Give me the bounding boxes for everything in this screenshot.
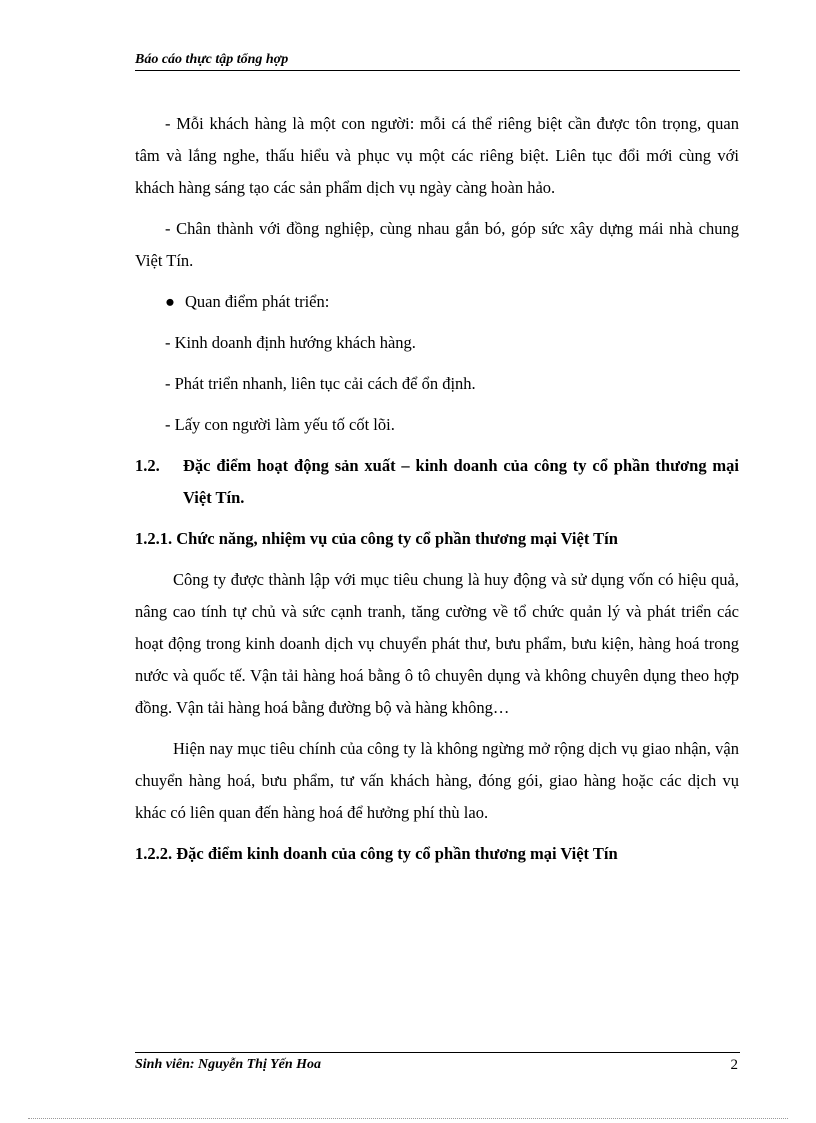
section-title: Đặc điểm hoạt động sản xuất – kinh doanh của công ty cổ phần thương mại Việt Tín. — [183, 456, 739, 507]
section-heading-1-2 — [135, 450, 739, 514]
paragraph-company-goal: Công ty được thành lập với mục tiêu chung là huy động và sử dụng vốn có hiệu quả, nâng cao tính tự chủ và sức cạnh tranh, tăng cường về tổ chức quản lý và phát triển các hoạt động trong kinh doanh dịch vụ chuyển phát thư, bưu phẩm, bưu kiện, hàng hoá trong nước và quốc tế. Vận tải hàng hoá bằng ô tô chuyên dụng và không chuyên dụng theo hợp đồng. Vận tải hàng hoá bằng đường bộ và hàng không… — [135, 570, 739, 717]
paragraph-customer: - Mỗi khách hàng là một con người: mỗi cá thể riêng biệt cần được tôn trọng, quan tâm và lắng nghe, thấu hiểu và phục vụ một các riêng biệt. Liên tục đổi mới cùng với khách hàng sáng tạo các sản phẩm dịch vụ ngày càng hoàn hảo. — [135, 114, 739, 197]
page-number: 2 — [730, 1057, 738, 1073]
page-header — [135, 50, 740, 71]
list-item: - Lấy con người làm yếu tố cốt lõi. — [165, 415, 395, 434]
list-item: - Kinh doanh định hướng khách hàng. — [165, 333, 416, 352]
paragraph-current-goal: Hiện nay mục tiêu chính của công ty là không ngừng mở rộng dịch vụ giao nhận, vận chuyển hàng hoá, bưu phẩm, tư vấn khách hàng, đóng gói, giao hàng hoặc các dịch vụ khác có liên quan đến hàng hoá để hưởng phí thù lao. — [135, 739, 739, 822]
page-footer — [135, 1052, 740, 1074]
header-title: Báo cáo thực tập tổng hợp — [135, 52, 289, 67]
list-item: - Phát triển nhanh, liên tục cải cách để ổn định. — [165, 374, 476, 393]
section-number: 1.2. — [135, 456, 160, 475]
footer-student: Sinh viên: Nguyễn Thị Yến Hoa — [135, 1057, 322, 1072]
page-content — [135, 108, 739, 879]
bullet-text: Quan điểm phát triển: — [185, 292, 330, 311]
paragraph-colleagues: - Chân thành với đồng nghiệp, cùng nhau gắn bó, góp sức xây dựng mái nhà chung Việt Tín. — [135, 219, 739, 270]
bullet-icon: ● — [165, 292, 175, 311]
section-heading-1-2-2: 1.2.2. Đặc điểm kinh doanh của công ty cổ phần thương mại Việt Tín — [135, 844, 618, 863]
page-bottom-divider — [28, 1118, 788, 1119]
section-heading-1-2-1: 1.2.1. Chức năng, nhiệm vụ của công ty cổ phần thương mại Việt Tín — [135, 529, 618, 548]
bullet-development-view — [135, 286, 739, 318]
